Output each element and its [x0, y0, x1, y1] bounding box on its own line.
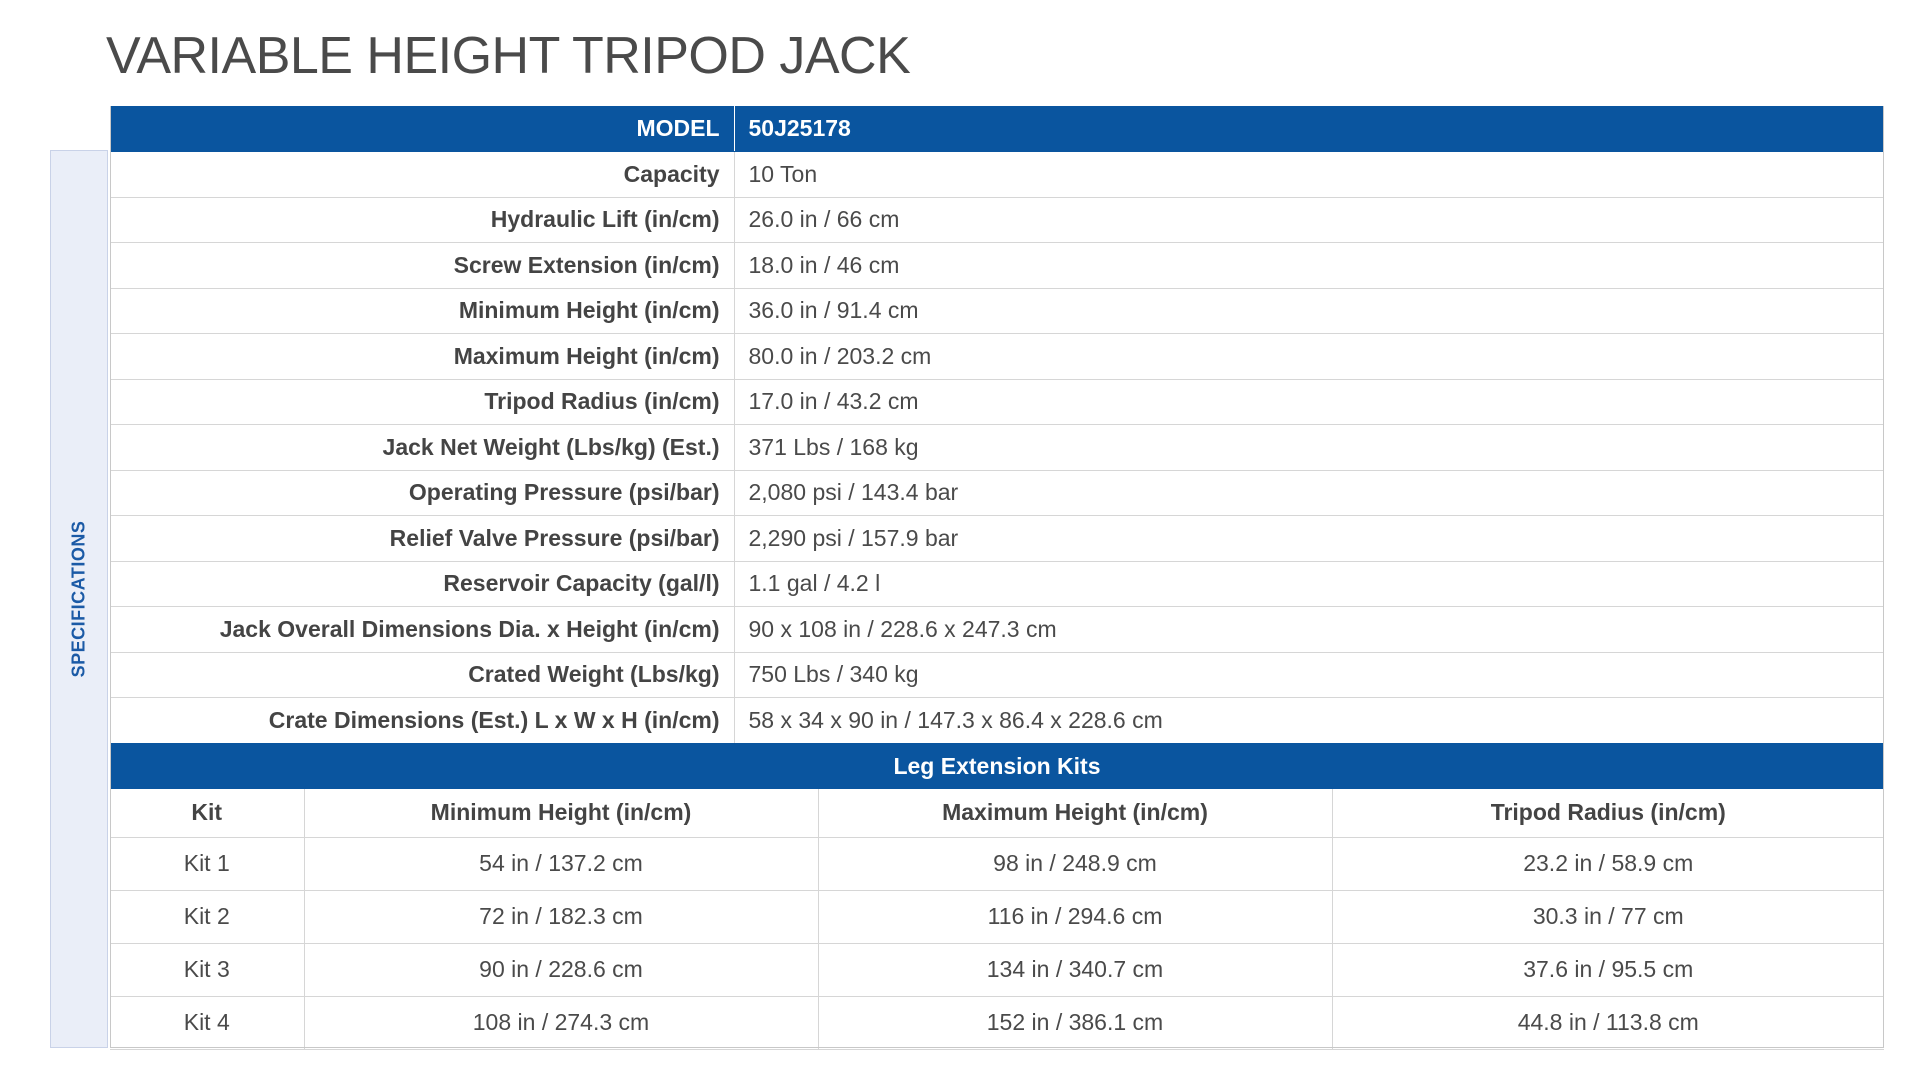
- spec-row: [110, 243, 1884, 289]
- spec-row: [110, 425, 1884, 471]
- kit-min-height: 90 in / 228.6 cm: [304, 943, 818, 996]
- spec-row: [110, 561, 1884, 607]
- spec-label: Hydraulic Lift (in/cm): [110, 197, 734, 243]
- table-row: [110, 837, 1884, 890]
- table-row: [110, 943, 1884, 996]
- spec-row: [110, 607, 1884, 653]
- spec-label: Operating Pressure (psi/bar): [110, 470, 734, 516]
- page-title: VARIABLE HEIGHT TRIPOD JACK: [106, 27, 911, 85]
- spec-row: [110, 516, 1884, 562]
- spec-value: 10 Ton: [734, 152, 1884, 198]
- spec-row: [110, 470, 1884, 516]
- model-value: 50J25178: [734, 106, 1884, 152]
- spec-row: [110, 379, 1884, 425]
- spec-label: Reservoir Capacity (gal/l): [110, 561, 734, 607]
- kits-header-row: [110, 789, 1884, 837]
- column-header-kit: Kit: [110, 789, 304, 837]
- spec-value: 750 Lbs / 340 kg: [734, 652, 1884, 698]
- kit-tripod-radius: 37.6 in / 95.5 cm: [1332, 943, 1884, 996]
- spec-row: [110, 152, 1884, 198]
- kit-name: Kit 3: [110, 943, 304, 996]
- spec-value: 18.0 in / 46 cm: [734, 243, 1884, 289]
- spec-row: [110, 698, 1884, 744]
- kit-max-height: 98 in / 248.9 cm: [818, 837, 1332, 890]
- spec-value: 2,290 psi / 157.9 bar: [734, 516, 1884, 562]
- table-row: [110, 996, 1884, 1049]
- spec-row: [110, 288, 1884, 334]
- spec-row: [110, 652, 1884, 698]
- kit-max-height: 134 in / 340.7 cm: [818, 943, 1332, 996]
- specifications-table: [110, 106, 1884, 744]
- column-header-min-height: Minimum Height (in/cm): [304, 789, 818, 837]
- column-header-max-height: Maximum Height (in/cm): [818, 789, 1332, 837]
- spec-label: Minimum Height (in/cm): [110, 288, 734, 334]
- kit-min-height: 72 in / 182.3 cm: [304, 890, 818, 943]
- kit-min-height: 108 in / 274.3 cm: [304, 996, 818, 1049]
- spec-value: 26.0 in / 66 cm: [734, 197, 1884, 243]
- spec-value: 80.0 in / 203.2 cm: [734, 334, 1884, 380]
- kit-name: Kit 4: [110, 996, 304, 1049]
- spec-label: Maximum Height (in/cm): [110, 334, 734, 380]
- model-label: MODEL: [110, 106, 734, 152]
- specifications-side-panel: [50, 150, 108, 1048]
- model-header-row: [110, 106, 1884, 152]
- kit-min-height: 54 in / 137.2 cm: [304, 837, 818, 890]
- spec-label: Capacity: [110, 152, 734, 198]
- kit-tripod-radius: 30.3 in / 77 cm: [1332, 890, 1884, 943]
- spec-label: Jack Overall Dimensions Dia. x Height (in/cm): [110, 607, 734, 653]
- spec-value: 2,080 psi / 143.4 bar: [734, 470, 1884, 516]
- spec-label: Screw Extension (in/cm): [110, 243, 734, 289]
- leg-extension-kits-table: [110, 743, 1884, 1050]
- kit-max-height: 152 in / 386.1 cm: [818, 996, 1332, 1049]
- kits-title: Leg Extension Kits: [110, 743, 1884, 789]
- kit-max-height: 116 in / 294.6 cm: [818, 890, 1332, 943]
- kit-tripod-radius: 23.2 in / 58.9 cm: [1332, 837, 1884, 890]
- spec-label: Tripod Radius (in/cm): [110, 379, 734, 425]
- spec-value: 90 x 108 in / 228.6 x 247.3 cm: [734, 607, 1884, 653]
- spec-value: 36.0 in / 91.4 cm: [734, 288, 1884, 334]
- spec-value: 371 Lbs / 168 kg: [734, 425, 1884, 471]
- specifications-label: SPECIFICATIONS: [68, 520, 89, 678]
- spec-row: [110, 334, 1884, 380]
- spec-value: 58 x 34 x 90 in / 147.3 x 86.4 x 228.6 cm: [734, 698, 1884, 744]
- spec-label: Relief Valve Pressure (psi/bar): [110, 516, 734, 562]
- spec-value: 1.1 gal / 4.2 l: [734, 561, 1884, 607]
- kit-name: Kit 2: [110, 890, 304, 943]
- kit-name: Kit 1: [110, 837, 304, 890]
- kits-title-row: [110, 743, 1884, 789]
- spec-label: Crate Dimensions (Est.) L x W x H (in/cm): [110, 698, 734, 744]
- spec-row: [110, 197, 1884, 243]
- spec-label: Crated Weight (Lbs/kg): [110, 652, 734, 698]
- table-row: [110, 890, 1884, 943]
- column-header-tripod-radius: Tripod Radius (in/cm): [1332, 789, 1884, 837]
- spec-label: Jack Net Weight (Lbs/kg) (Est.): [110, 425, 734, 471]
- spec-value: 17.0 in / 43.2 cm: [734, 379, 1884, 425]
- kit-tripod-radius: 44.8 in / 113.8 cm: [1332, 996, 1884, 1049]
